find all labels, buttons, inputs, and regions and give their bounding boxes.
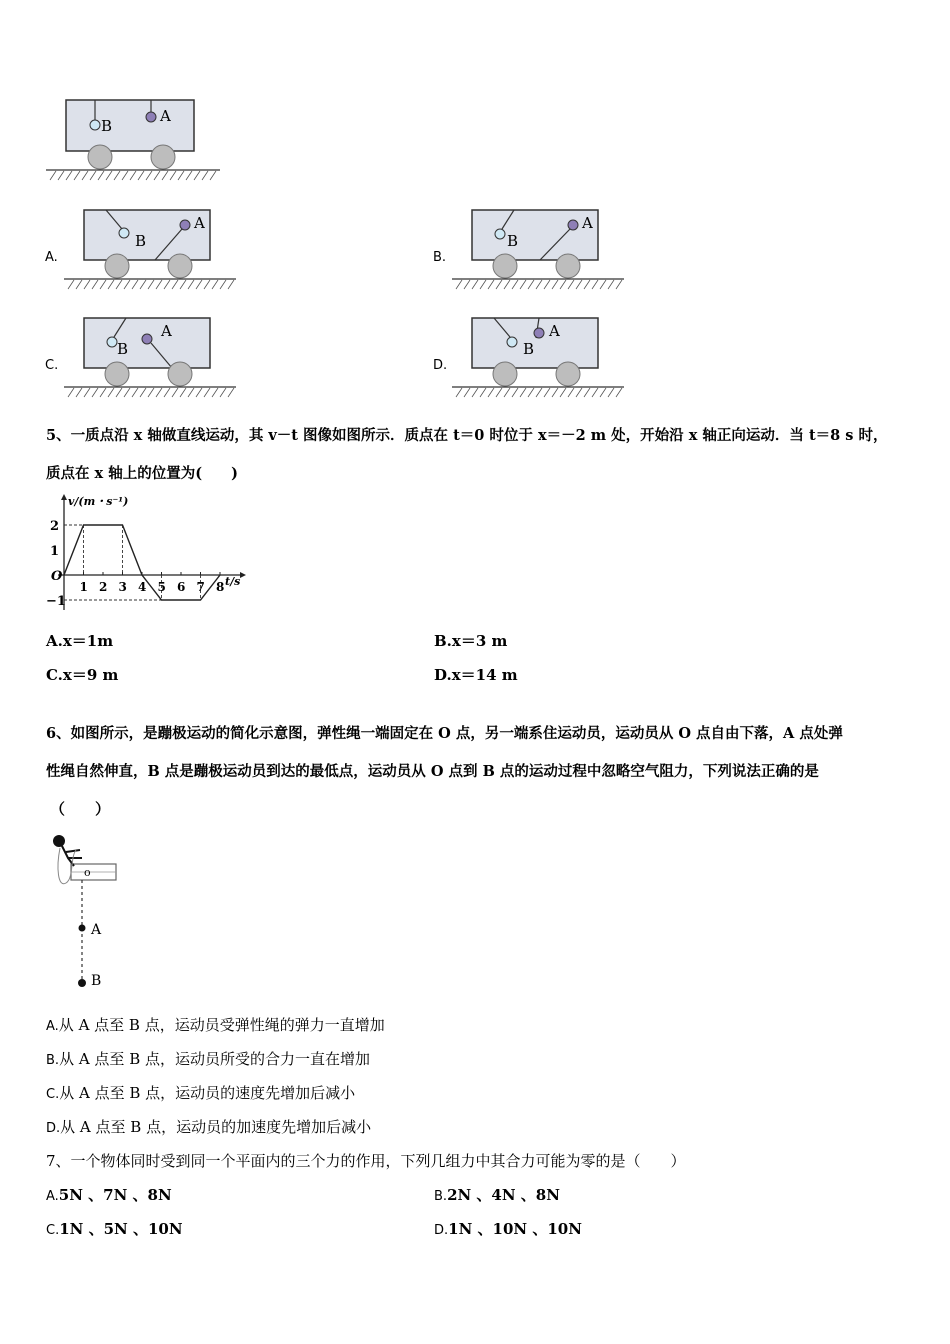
q4-opt-b-label-a: A <box>582 214 593 232</box>
q6-option-c-letter: C. <box>46 1087 60 1102</box>
q6-option-d <box>46 1117 371 1139</box>
vt-y-arrow <box>61 494 67 500</box>
q5-stem-line2: 质点在 x 轴上的位置为( ) <box>46 465 238 482</box>
q6-bungee-figure <box>46 828 126 998</box>
vt-x-arrow <box>240 572 246 578</box>
q4-opt-d-label-b: B <box>523 340 535 358</box>
q7-option-b-text: 2N 、4N 、8N <box>447 1186 560 1204</box>
q6-option-a <box>46 1015 385 1037</box>
q4-opt-d-label-a: A <box>549 322 560 340</box>
vt-x-tick-label: 5 <box>157 580 166 594</box>
q4-option-d-letter: D. <box>433 358 448 373</box>
q5-option-b: B.x＝3 m <box>434 632 508 650</box>
q6-option-d-text: 从 A 点至 B 点，运动员的加速度先增加后减小 <box>60 1118 372 1136</box>
vt-x-tick-label: 3 <box>118 580 127 594</box>
q5-option-a: A.x＝1m <box>46 632 114 650</box>
q4-option-a-letter: A. <box>45 250 58 265</box>
q6-label-b: B <box>91 973 102 989</box>
q5-option-d: D.x＝14 m <box>434 666 518 684</box>
q4-main-label-a: A <box>160 107 171 125</box>
q6-stem-line2: 性绳自然伸直，B 点是蹦极运动员到达的最低点，运动员从 O 点到 B 点的运动过程中忽略空气阻力，下列说法正确的是 <box>46 763 819 780</box>
q4-main-cart-figure <box>40 95 230 185</box>
q6-label-o: o <box>84 866 91 879</box>
q4-option-d-figure <box>448 313 628 401</box>
q7-option-d <box>434 1219 582 1241</box>
vt-origin: O <box>51 569 63 584</box>
vt-x-tick-label: 1 <box>79 580 88 594</box>
q7-option-b <box>434 1185 560 1207</box>
q4-option-b-figure <box>448 205 628 293</box>
q7-option-d-text: 1N 、10N 、10N <box>448 1220 582 1238</box>
q6-option-a-text: 从 A 点至 B 点，运动员受弹性绳的弹力一直增加 <box>58 1016 385 1034</box>
q6-stem-line1: 6、如图所示，是蹦极运动的简化示意图，弹性绳一端固定在 O 点，另一端系住运动员，运动员从 O 点自由下落，A 点处弹 <box>46 725 843 742</box>
q7-option-b-letter: B. <box>434 1189 448 1204</box>
vt-x-tick-label: 2 <box>99 580 108 594</box>
q7-option-a-text: 5N 、7N 、8N <box>58 1186 172 1204</box>
vt-x-tick-label: 6 <box>177 580 186 594</box>
vt-x-tick-label: 8 <box>216 580 225 594</box>
q7-option-c <box>46 1219 183 1241</box>
q6-label-a: A <box>91 922 102 938</box>
q6-option-d-letter: D. <box>46 1121 61 1136</box>
q6-stem-line3: （ ） <box>50 800 111 818</box>
q7-option-c-text: 1N 、5N 、10N <box>59 1220 183 1238</box>
vt-ylabel: v/(m・s⁻¹) <box>68 495 129 508</box>
q4-option-c-figure <box>60 313 240 401</box>
vt-y-tick-label: −1 <box>46 594 66 609</box>
vt-y-tick-label: 1 <box>50 544 60 559</box>
q4-opt-a-label-a: A <box>194 214 205 232</box>
q6-option-c-text: 从 A 点至 B 点，运动员的速度先增加后减小 <box>59 1084 356 1102</box>
q7-option-a-letter: A. <box>46 1189 59 1204</box>
q7-option-a <box>46 1185 172 1207</box>
vt-y-tick-label: 2 <box>50 519 60 534</box>
q4-option-b-letter: B. <box>433 250 447 265</box>
q6-option-b-letter: B. <box>46 1053 60 1068</box>
q4-option-c-letter: C. <box>45 358 59 373</box>
vt-x-tick-label: 4 <box>138 580 147 594</box>
vt-x-tick-label: 7 <box>196 580 205 594</box>
q6-option-b <box>46 1049 370 1071</box>
q4-opt-a-label-b: B <box>135 232 147 250</box>
q6-option-a-letter: A. <box>46 1019 59 1034</box>
q4-opt-c-label-a: A <box>161 322 172 340</box>
q4-main-label-b: B <box>101 117 113 135</box>
q7-option-d-letter: D. <box>434 1223 449 1238</box>
q5-vt-graph <box>40 492 250 616</box>
q7-stem: 7、一个物体同时受到同一个平面内的三个力的作用，下列几组力中其合力可能为零的是（ ） <box>46 1152 686 1170</box>
q5-option-c: C.x＝9 m <box>46 666 119 684</box>
q7-option-c-letter: C. <box>46 1223 60 1238</box>
q4-opt-b-label-b: B <box>507 232 519 250</box>
q5-stem-line1: 5、一质点沿 x 轴做直线运动，其 v－t 图像如图所示．质点在 t＝0 时位于 x＝－2 m 处，开始沿 x 轴正向运动．当 t＝8 s 时， <box>46 427 888 444</box>
q6-option-c <box>46 1083 355 1105</box>
q6-option-b-text: 从 A 点至 B 点，运动员所受的合力一直在增加 <box>59 1050 370 1068</box>
q4-option-a-figure <box>60 205 240 293</box>
vt-xlabel: t/s <box>225 575 241 588</box>
q4-opt-c-label-b: B <box>117 340 129 358</box>
